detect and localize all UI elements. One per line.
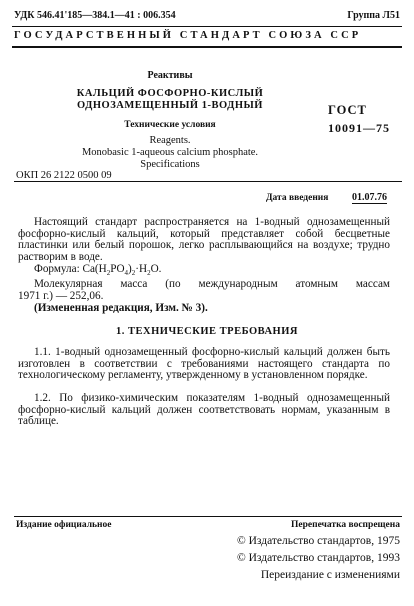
molecular-mass-line1: Молекулярная масса (по международным атомным массам (34, 278, 390, 290)
formula: Формула: $Ca(H_2PO_4)_2\cdot H_2O$. (34, 263, 162, 278)
group-code: Группа Л51 (347, 10, 400, 21)
molecular-mass-line2: 1971 г.) — 252,06. (18, 290, 104, 302)
section-heading: 1. ТЕХНИЧЕСКИЕ ТРЕБОВАНИЯ (116, 326, 298, 337)
state-standard-banner: ГОСУДАРСТВЕННЫЙ СТАНДАРТ СОЮЗА ССР (14, 30, 362, 41)
effective-date: 01.07.76 (352, 192, 387, 203)
banner-rule (12, 46, 402, 48)
subtitle-en-1: Reagents. (149, 135, 191, 146)
gost-label: ГОСТ (328, 103, 367, 117)
gost-number: 10091—75 (328, 121, 390, 135)
official-edition: Издание официальное (16, 520, 112, 530)
udk-code: УДК 546.41'185—384.1—41 : 006.354 (14, 10, 176, 21)
category-label: Реактивы (147, 70, 193, 81)
copyright-1993: © Издательство стандартов, 1993 (236, 552, 400, 564)
subtitle-en-2: Monobasic 1-aqueous calcium phosphate. (81, 147, 259, 158)
clause-1-1: 1.1. 1-водный однозамещенный фосфорно-кислый кальций должен быть изготовлен в соответствии с требованиями настоящего стандарта по технологическому регламенту, утвержденному в установленном порядке. (18, 346, 390, 382)
top-rule (12, 26, 402, 27)
subtitle-en-3: Specifications (140, 159, 200, 170)
okp-code-text: ОКП 26 2122 0500 09 (16, 170, 112, 181)
reissue-note: Переиздание с изменениями (260, 569, 400, 581)
effective-date-label: Дата введения (266, 193, 329, 203)
revision-note: (Измененная редакция, Изм. № 3). (34, 302, 208, 314)
footer-rule (14, 516, 402, 517)
title-line2: ОДНОЗАМЕЩЕННЫЙ 1-ВОДНЫЙ (77, 100, 263, 111)
reprint-prohibited: Перепечатка воспрещена (290, 520, 400, 530)
title-line1: КАЛЬЦИЙ ФОСФОРНО-КИСЛЫЙ (76, 88, 264, 99)
okp-rule (14, 181, 402, 182)
clause-1-2: 1.2. По физико-химическим показателям 1-водный однозамещенный фосфорно-кислый кальций должен соответствовать нормам, указанным в таблице. (18, 392, 390, 428)
subtitle-ru: Технические условия (124, 120, 216, 130)
copyright-1975: © Издательство стандартов, 1975 (236, 535, 400, 547)
intro-paragraph: Настоящий стандарт распространяется на 1-водный однозамещенный фосфорно-кислый кальций, который представляет собой бесцветные пластинки или белый порошок, легко расплывающийся на воздухе; трудно растворим в воде. (18, 216, 390, 263)
